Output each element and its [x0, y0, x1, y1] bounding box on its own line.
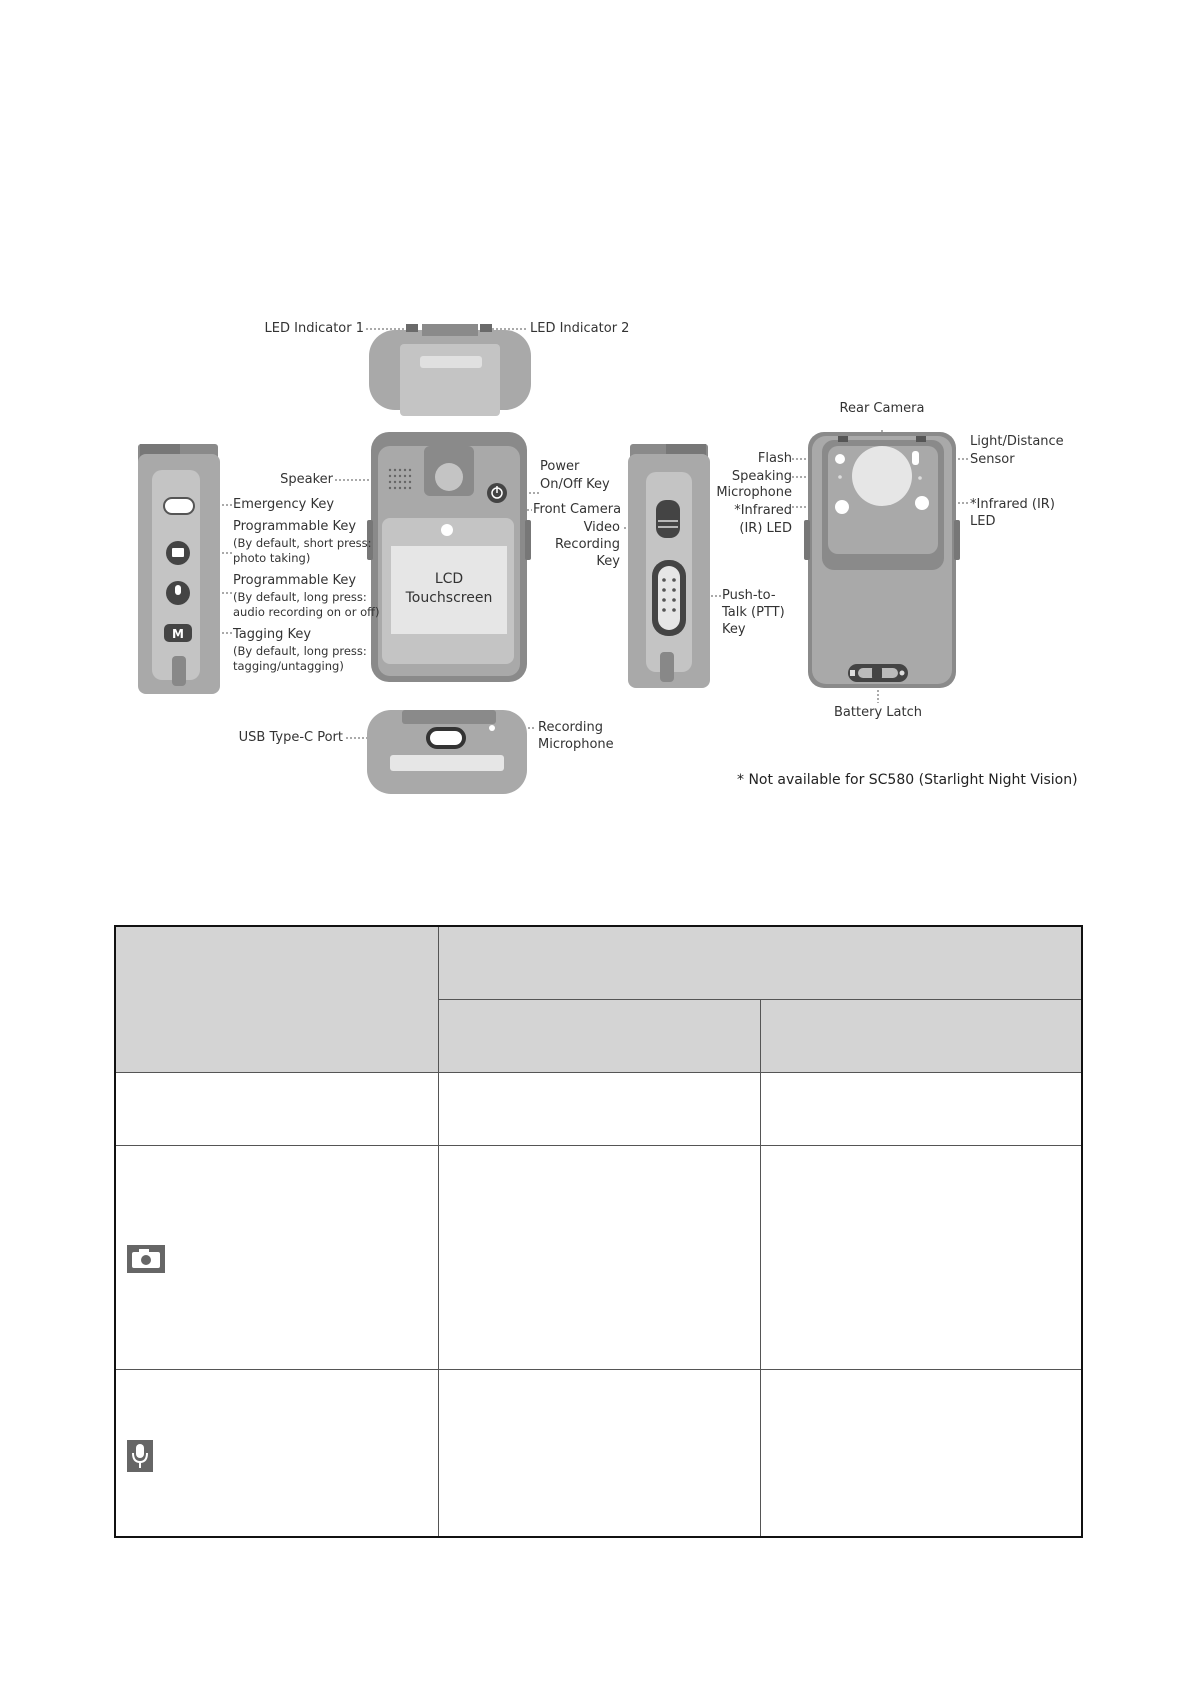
table-subheader-1: [439, 1000, 760, 1072]
label-speaking-mic-2: Microphone: [716, 485, 792, 500]
table-header-top: [439, 927, 1081, 999]
label-programmable-key-audio-desc-2: audio recording on or off): [233, 605, 380, 619]
label-video-recording-2: Recording: [554, 537, 620, 552]
table-col-divider-1: [438, 927, 439, 1536]
label-speaking-mic-1: Speaking: [731, 469, 792, 484]
label-tagging-key: Tagging Key: [233, 627, 312, 642]
label-led-indicator-2: LED Indicator 2: [530, 321, 630, 336]
label-ir-led-left-1: *Infrared: [734, 503, 792, 518]
label-led-indicator-1: LED Indicator 1: [264, 321, 364, 336]
top-view: [369, 324, 531, 416]
tagging-m-letter: M: [172, 627, 184, 641]
label-programmable-key-photo: Programmable Key: [233, 519, 357, 534]
label-emergency-key: Emergency Key: [233, 497, 335, 512]
right-side-view: [628, 444, 710, 688]
label-battery-latch: Battery Latch: [834, 705, 922, 720]
label-flash: Flash: [757, 451, 792, 466]
lcd-text-1: LCD: [434, 571, 464, 587]
label-ptt-3: Key: [722, 622, 746, 637]
table-row-divider-3: [116, 1369, 1081, 1370]
label-power-2: On/Off Key: [540, 477, 610, 492]
label-video-recording-3: Key: [596, 554, 620, 569]
label-rear-camera: Rear Camera: [839, 401, 925, 416]
label-ir-led-left-2: (IR) LED: [739, 521, 792, 536]
label-recording-mic-2: Microphone: [538, 737, 614, 752]
table-header-left: [116, 927, 438, 1072]
table-row-divider-2: [116, 1145, 1081, 1146]
key-function-table: [114, 925, 1083, 1538]
label-speaker: Speaker: [280, 472, 333, 487]
label-tagging-key-desc-2: tagging/untagging): [233, 659, 344, 673]
footnote-sc580: * Not available for SC580 (Starlight Night Vision): [737, 772, 1078, 788]
microphone-icon: [127, 1440, 153, 1472]
left-side-view: [138, 444, 220, 694]
label-front-camera: Front Camera: [533, 502, 622, 517]
label-programmable-key-audio: Programmable Key: [233, 573, 357, 588]
label-usb-port: USB Type-C Port: [238, 730, 343, 745]
label-tagging-key-desc-1: (By default, long press:: [233, 644, 367, 658]
label-recording-mic-1: Recording: [538, 720, 604, 735]
label-video-recording-1: Video: [583, 520, 620, 535]
label-ptt-2: Talk (PTT): [722, 605, 785, 620]
label-ir-led-right-1: *Infrared (IR): [970, 497, 1055, 512]
label-programmable-key-audio-desc-1: (By default, long press:: [233, 590, 367, 604]
bottom-view: [367, 710, 527, 794]
table-subheader-2: [761, 1000, 1081, 1072]
label-ptt-1: Push-to-: [722, 588, 776, 603]
table-row-divider-1: [116, 1072, 1081, 1073]
table-col-divider-2: [760, 999, 761, 1536]
lcd-text-2: Touchscreen: [405, 590, 493, 606]
label-light-sensor-2: Sensor: [970, 452, 1015, 467]
camera-icon: [127, 1245, 165, 1273]
label-programmable-key-photo-desc-1: (By default, short press:: [233, 536, 372, 550]
front-view: [367, 432, 531, 682]
label-light-sensor-1: Light/Distance: [970, 434, 1064, 449]
label-programmable-key-photo-desc-2: photo taking): [233, 551, 311, 565]
label-power-1: Power: [540, 459, 580, 474]
device-diagram: [0, 0, 1191, 820]
label-ir-led-right-2: LED: [970, 514, 996, 529]
rear-view: [804, 432, 960, 688]
table-header-divider: [439, 999, 1081, 1000]
